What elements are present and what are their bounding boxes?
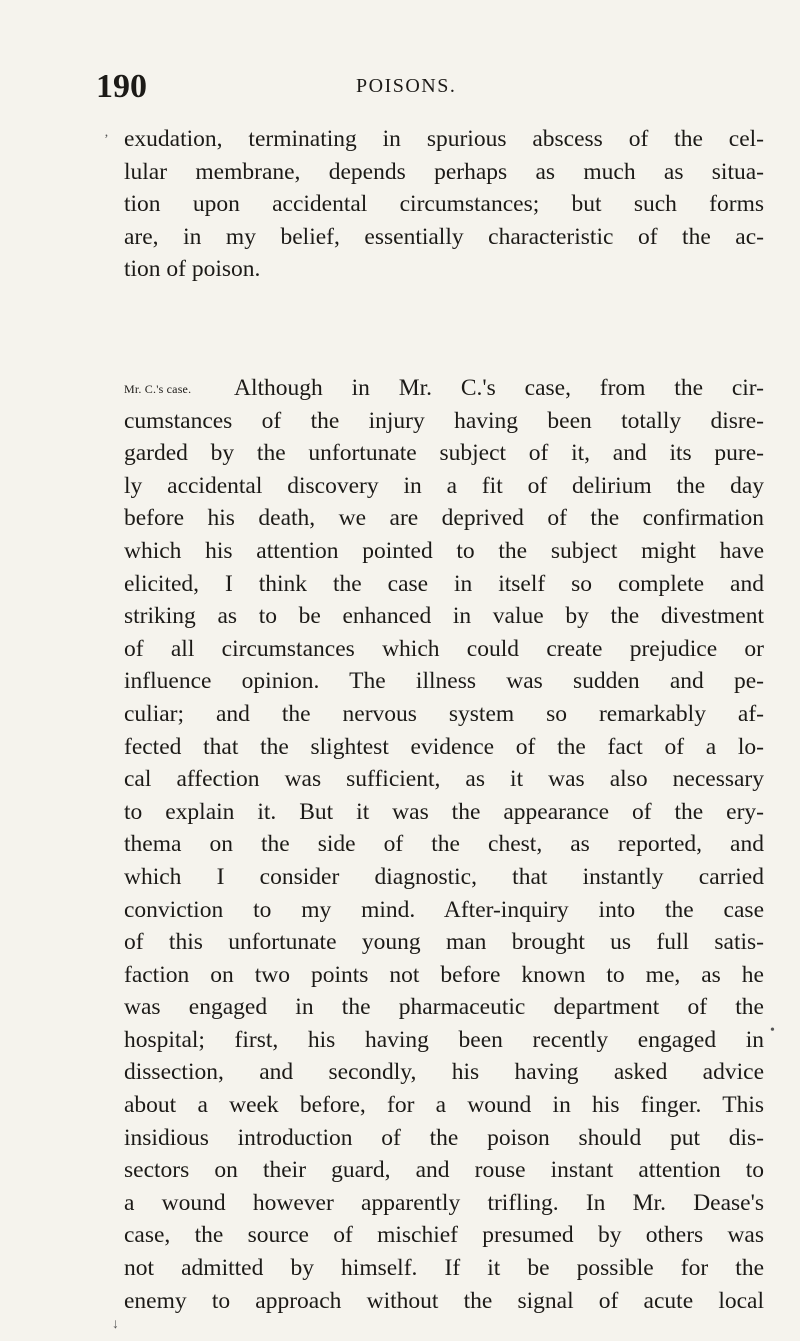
text-line: cumstances of the injury having been totally disre- [124,407,764,434]
text-line: culiar; and the nervous system so remarkably af- [124,700,764,727]
text-line: which his attention pointed to the subject might have [124,537,764,564]
text-line: to explain it. But it was the appearance of the ery- [124,798,764,825]
text-line: of this unfortunate young man brought us full satis- [124,929,764,956]
text-line: of all circumstances which could create prejudice or [124,635,764,662]
text-line: thema on the side of the chest, as reported, and [124,831,764,858]
text-line: Although in Mr. C.'s case, from the cir- [234,375,764,401]
text-line: conviction to my mind. After-inquiry into the case [124,896,764,923]
text-line: influence opinion. The illness was sudden and pe- [124,668,764,695]
text-line: ly accidental discovery in a fit of delirium the day [124,472,764,499]
page-number: 190 [96,68,147,105]
text-line: case, the source of mischief presumed by others was [124,1222,764,1249]
text-line: faction on two points not before known to me, as he [124,961,764,988]
text-line: lular membrane, depends perhaps as much as situa- [124,158,764,185]
paragraph-1 [124,123,764,286]
text-line: tion of poison. [124,256,261,283]
margin-arrow-mark: ↓ [112,1317,119,1332]
margin-dot-mark: • [770,1023,775,1038]
text-line: hospital; first, his having been recently engaged in [124,1026,764,1053]
text-line: cal affection was sufficient, as it was also necessary [124,766,764,793]
running-head: POISONS. [356,75,457,97]
text-line: fected that the slightest evidence of the fact of a lo- [124,733,764,760]
text-line: was engaged in the pharmaceutic department of the [124,994,764,1021]
text-line: which I consider diagnostic, that instantly carried [124,863,764,890]
text-line: sectors on their guard, and rouse instant attention to [124,1157,764,1184]
text-line: dissection, and secondly, his having asked advice [124,1059,764,1086]
text-line: not admitted by himself. If it be possible for the [124,1255,764,1282]
text-line: enemy to approach without the signal of acute local [124,1287,764,1314]
text-line: striking as to be enhanced in value by the divestment [124,603,764,630]
text-line: about a week before, for a wound in his finger. This [124,1092,764,1119]
text-line: tion upon accidental circumstances; but such forms [124,191,764,218]
text-line: exudation, terminating in spurious abscess of the cel- [124,126,764,152]
margin-tick-mark: ‚ [104,125,109,140]
text-line: insidious introduction of the poison should put dis- [124,1124,764,1151]
text-line: a wound however apparently trifling. In Mr. Dease's [124,1189,764,1216]
text-line: before his death, we are deprived of the confirmation [124,505,764,532]
paragraph-2 [124,372,764,1317]
text-line: elicited, I think the case in itself so complete and [124,570,764,597]
text-line: are, in my belief, essentially characteristic of the ac- [124,223,764,250]
text-line: garded by the unfortunate subject of it, and its pure- [124,440,764,467]
margin-note: Mr. C.'s case. [124,382,192,396]
